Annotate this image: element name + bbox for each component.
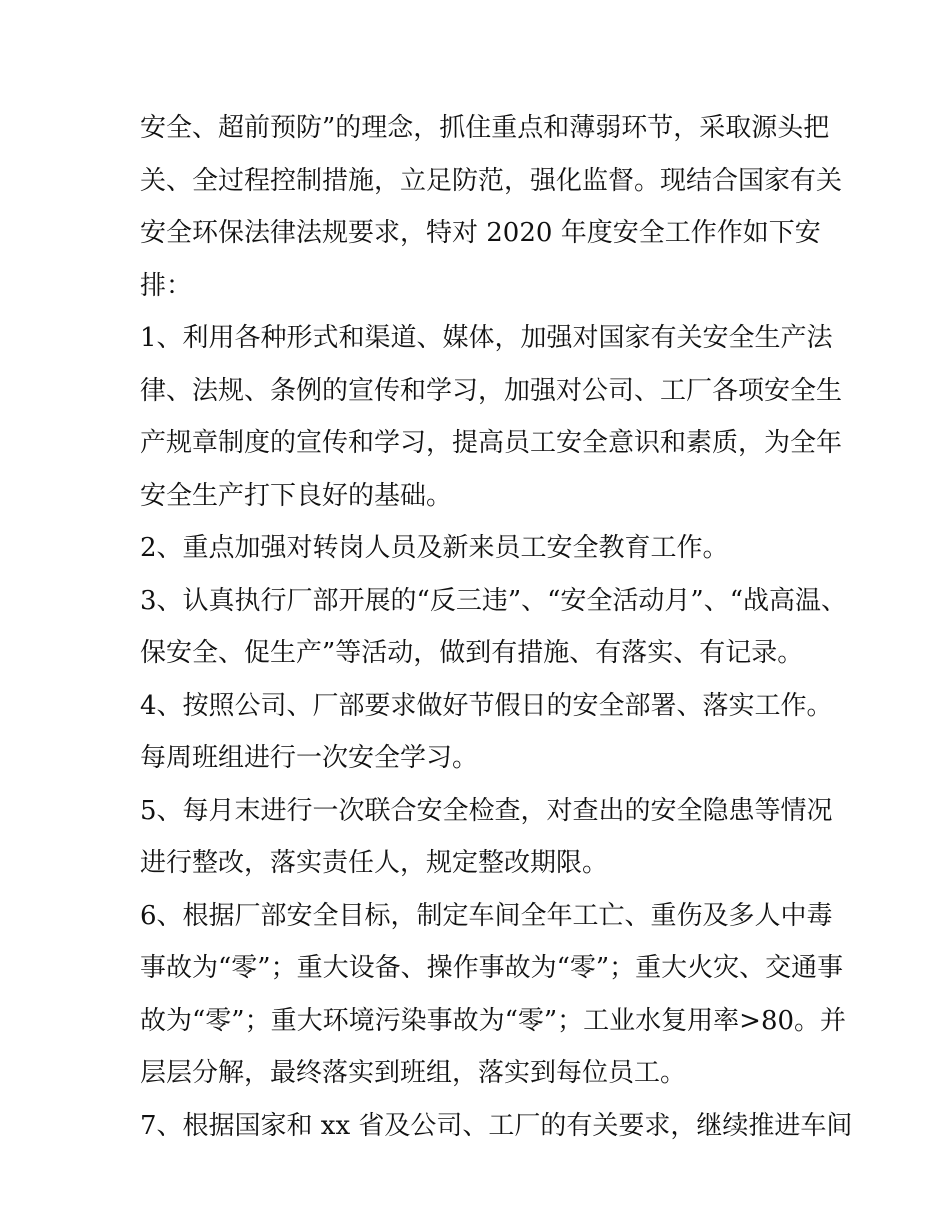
text-line: 安全环保法律法规要求，特对 2020 年度安全工作作如下安: [140, 218, 821, 248]
text-line: 律、法规、条例的宣传和学习，加强对公司、工厂各项安全生: [140, 375, 843, 406]
document-body: [140, 102, 853, 1152]
text-line: 保安全、促生产”等活动，做到有措施、有落实、有记录。: [140, 638, 804, 668]
paragraph-item-3: [140, 575, 848, 680]
paragraph-item-7: [140, 1100, 853, 1153]
text-line: 事故为“零”；重大设备、操作事故为“零”；重大火灾、交通事: [140, 953, 844, 983]
text-line: 产规章制度的宣传和学习，提高员工安全意识和素质，为全年: [140, 428, 843, 458]
text-line: 安全、超前预防”的理念，抓住重点和薄弱环节，采取源头把: [140, 113, 830, 143]
paragraph-item-4: [140, 680, 833, 785]
text-line: 7、根据国家和 xx 省及公司、工厂的有关要求，继续推进车间: [140, 1110, 853, 1141]
text-line: 每周班组进行一次安全学习。: [140, 743, 479, 773]
paragraph-item-1: [140, 312, 843, 522]
paragraph-item-6: [140, 890, 847, 1100]
text-line: 关、全过程控制措施，立足防范，强化监督。现结合国家有关: [140, 165, 843, 196]
text-line: 2、重点加强对转岗人员及新来员工安全教育工作。: [140, 533, 729, 563]
text-line: 3、认真执行厂部开展的“反三违”、“安全活动月”、“战高温、: [140, 585, 848, 616]
paragraph-intro: [140, 102, 843, 312]
text-line: 6、根据厂部安全目标，制定车间全年工亡、重伤及多人中毒: [140, 900, 833, 931]
text-line: 4、按照公司、厂部要求做好节假日的安全部署、落实工作。: [140, 690, 833, 721]
text-line: 进行整改，落实责任人，规定整改期限。: [140, 848, 609, 878]
text-line: 1、利用各种形式和渠道、媒体，加强对国家有关安全生产法: [140, 323, 833, 353]
text-line: 故为“零”；重大环境污染事故为“零”；工业水复用率>80。并: [140, 1005, 847, 1036]
text-line: 排：: [140, 270, 193, 301]
paragraph-item-2: [140, 522, 820, 575]
text-line: 安全生产打下良好的基础。: [140, 480, 453, 511]
paragraph-item-5: [140, 785, 833, 890]
text-line: 层层分解，最终落实到班组，落实到每位员工。: [140, 1058, 687, 1088]
text-line: 5、每月末进行一次联合安全检查，对查出的安全隐患等情况: [140, 795, 833, 826]
